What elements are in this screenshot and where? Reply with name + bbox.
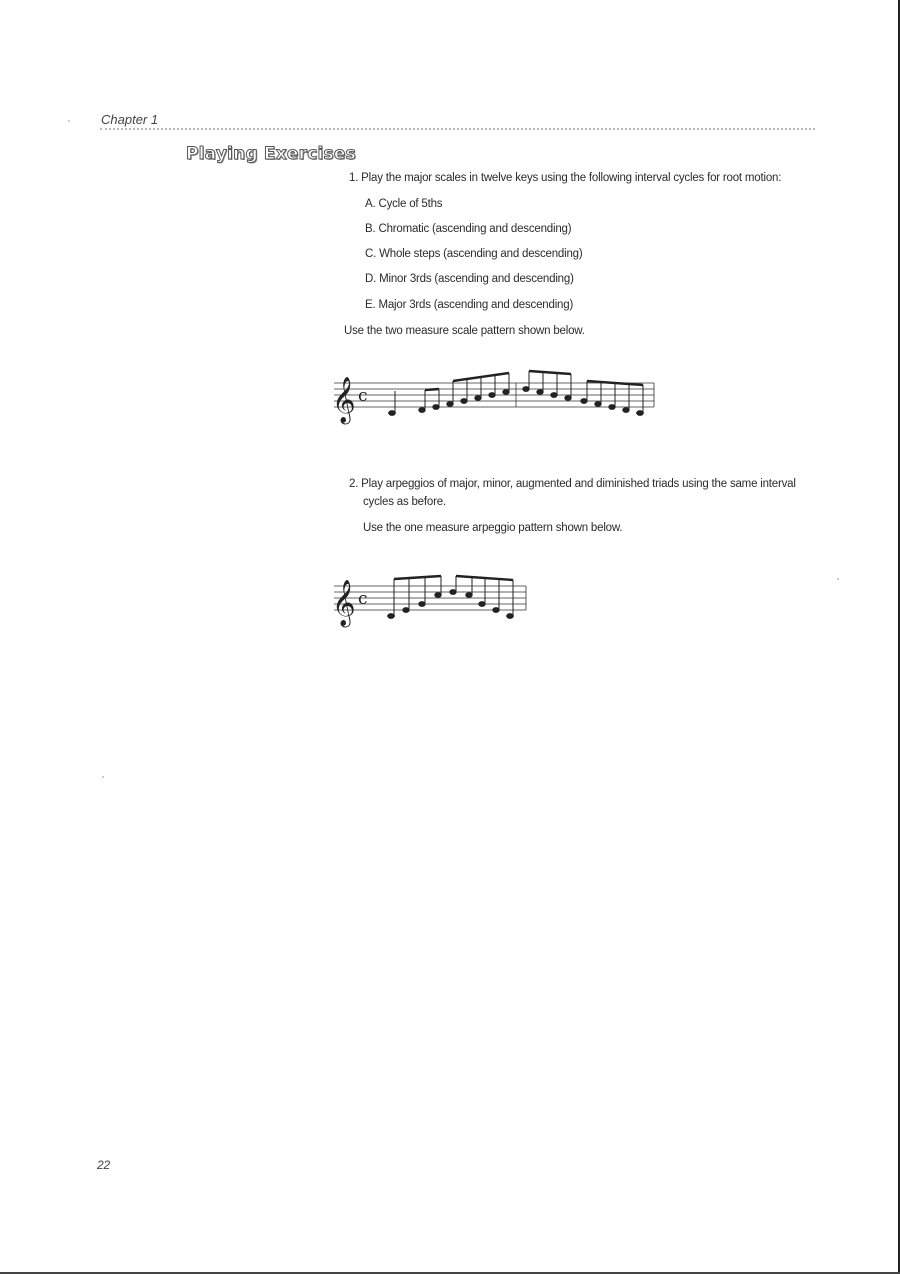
exercise-1-text: 1. Play the major scales in twelve keys using the following interval cycles for root motion: [349,172,782,184]
time-signature: c [358,589,368,609]
exercise-2-text-line1: 2. Play arpeggios of major, minor, augmented and diminished triads using the same interval [349,478,796,490]
exercise-1-item-a: A. Cycle of 5ths [365,198,443,210]
scan-speck [837,578,839,580]
chapter-rule [100,128,815,130]
exercise-2-instruction: Use the one measure arpeggio pattern shown below. [363,522,623,534]
exercise-1-item-e: E. Major 3rds (ascending and descending) [365,299,574,311]
exercise-1-instruction: Use the two measure scale pattern shown below. [344,325,585,337]
time-signature: c [358,386,368,406]
exercise-1-item-b: B. Chromatic (ascending and descending) [365,223,572,235]
treble-clef-icon: 𝄞 [332,377,356,423]
page-number: 22 [97,1158,110,1172]
exercise-1-item-c: C. Whole steps (ascending and descending) [365,248,583,260]
exercise-2-text-line2: cycles as before. [363,496,446,508]
scan-speck [102,776,104,778]
section-title: Playing Exercises [186,144,356,164]
arpeggio-pattern-staff [330,568,530,635]
chapter-label: Chapter 1 [101,112,159,127]
scale-pattern-staff [330,365,660,432]
treble-clef-icon: 𝄞 [332,580,356,626]
scan-speck [68,120,70,122]
exercise-1-item-d: D. Minor 3rds (ascending and descending) [365,273,574,285]
